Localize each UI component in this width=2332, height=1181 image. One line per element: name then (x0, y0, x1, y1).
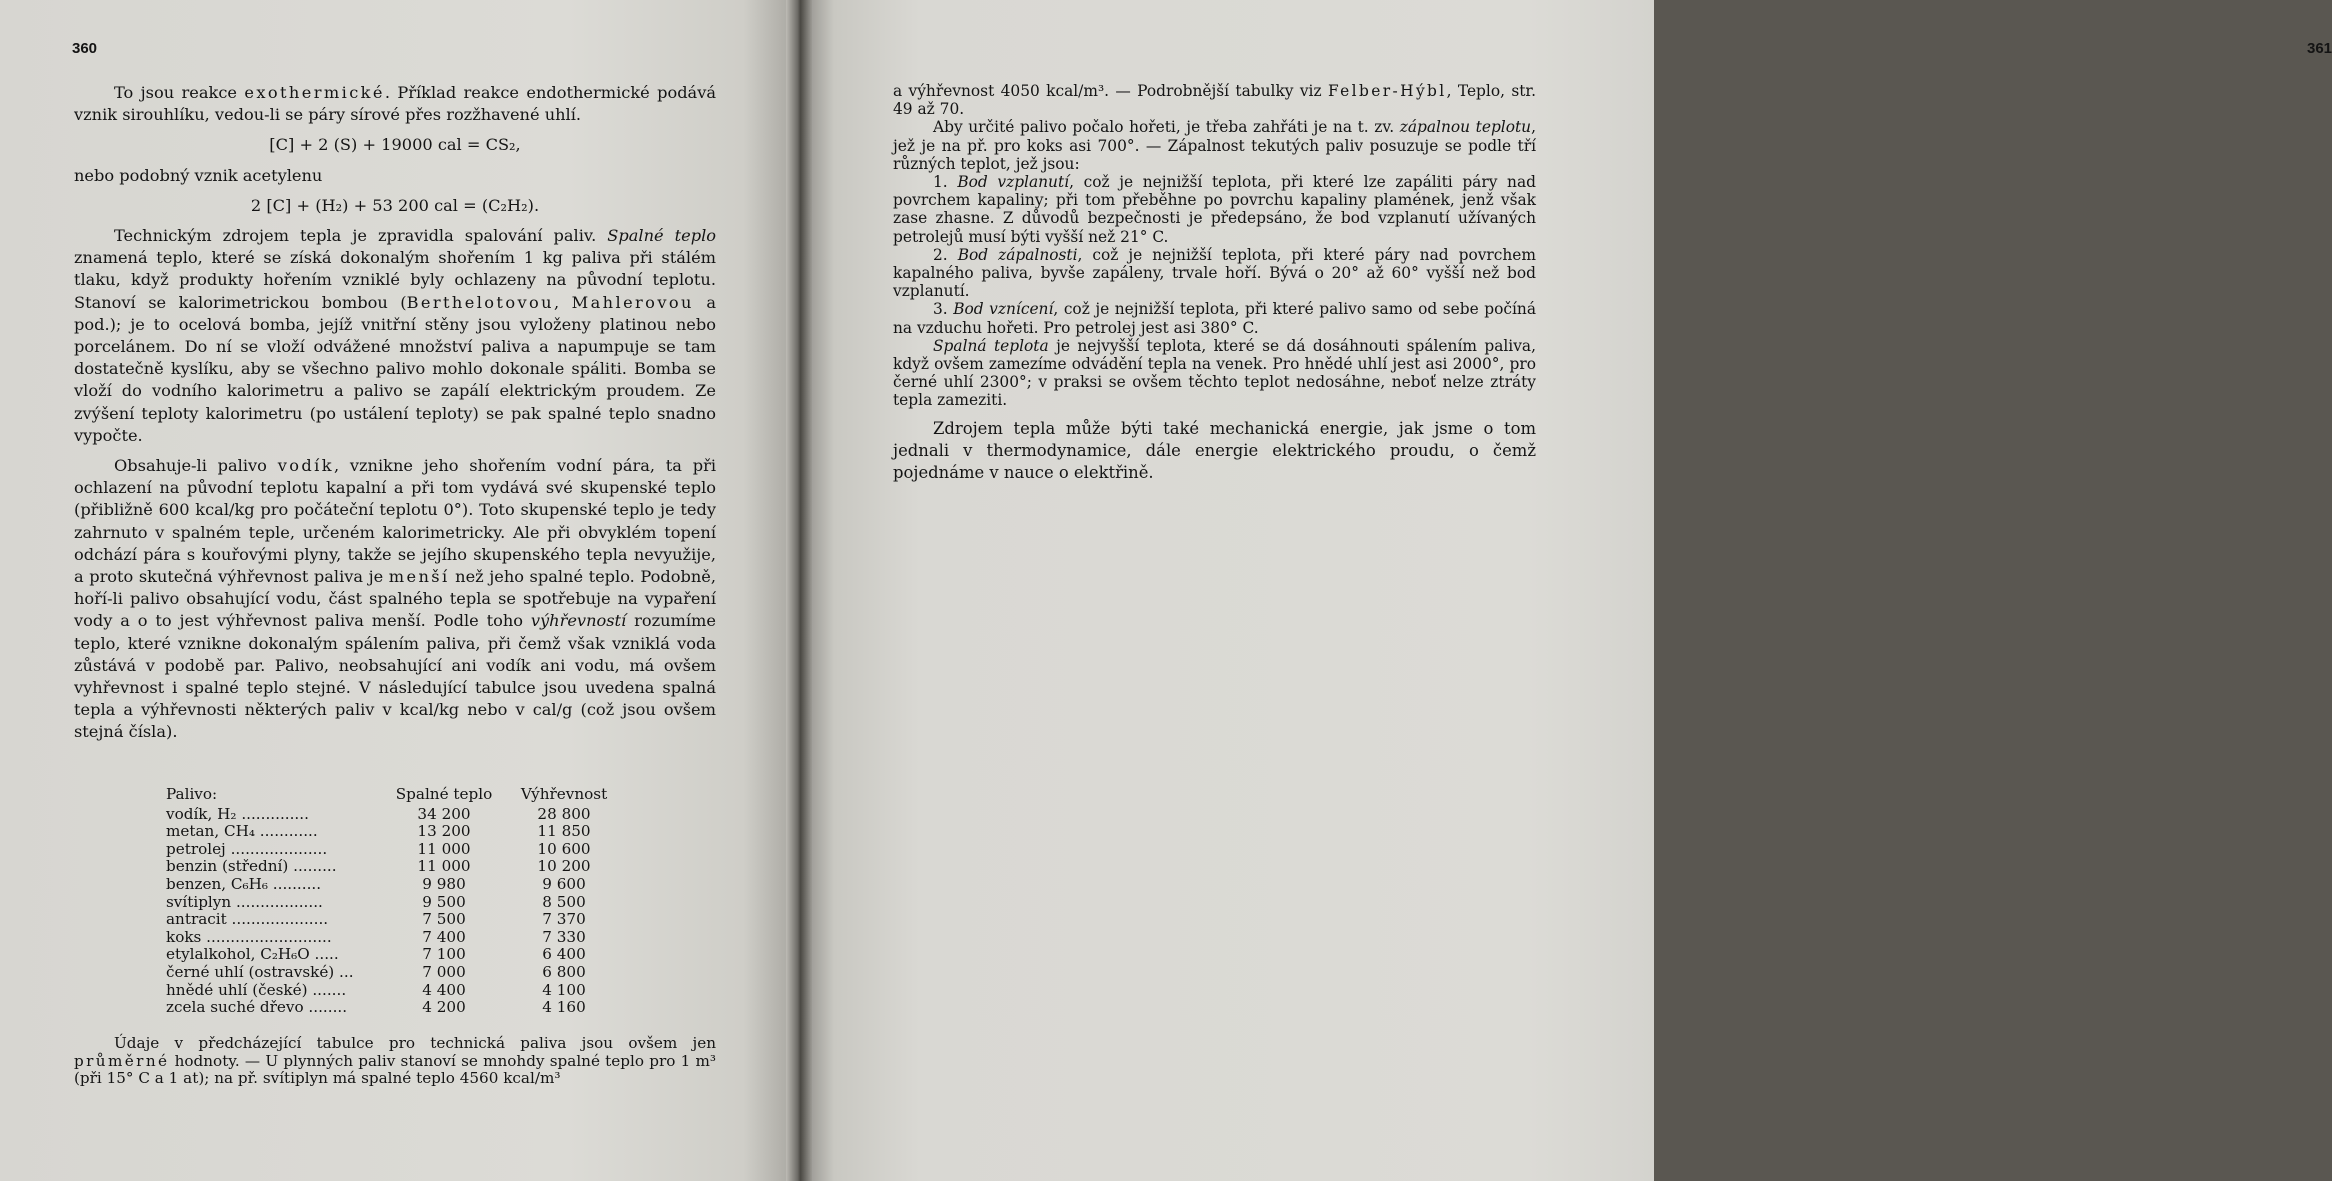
fuel-table-body (166, 806, 656, 1017)
fuel-name-cell: benzin (střední) ......... (166, 857, 337, 876)
fuel-name-cell: hnědé uhlí (české) ....... (166, 980, 347, 999)
combustion-heat-cell: 7 500 (422, 910, 466, 929)
text-run: Bod zápalnosti (957, 245, 1078, 264)
paragraph-fire-point (893, 246, 1536, 301)
text-run: znamená teplo, které se získá dokonalým shořením 1 kg paliva při stálém tlaku, když produkty hořením vzniklé byly ochlazeny na původní teplotu. Stanoví se kalorimetrickou bombou ( (74, 248, 716, 312)
text-run: 2. (933, 245, 958, 264)
text-run: , (554, 292, 572, 312)
text-run: Údaje v předcházející tabulce pro technická paliva jsou ovšem jen (114, 1034, 716, 1052)
fuel-name-cell: etylalkohol, C₂H₆O ..... (166, 945, 339, 964)
text-run: je nejvyšší teplota, které se dá dosáhnouti spálením paliva, když ovšem zamezíme odvádění tepla na venek. Pro hnědé uhlí jest asi 2000°, pro černé uhlí 2300°; v praksi se ovšem těchto teplot nedosáhne, neboť nelze ztráty tepla zameziti. (893, 336, 1536, 410)
text-run: , jež je na př. pro koks asi 700°. — Zápalnost tekutých paliv posuzuje se podle tří různých teplot, jež jsou: (893, 118, 1537, 173)
fuel-name-cell: antracit .................... (166, 910, 329, 929)
combustion-heat-cell: 9 980 (422, 874, 466, 893)
text-run: exothermické (244, 83, 385, 102)
text-run: , což je nejnižší teplota, při které lze zapáliti páry nad povrchem kapaliny; při tom přeběhne po povrchu kapaliny plamének, jenž však zase zhasne. Z důvodů bezpečnosti je předepsáno, že bod vzplanutí užívaných petrolejů musí býti vyšší než 21° C. (893, 173, 1536, 246)
paragraph-combustion-heat (74, 225, 716, 447)
text-run: zápalnou teplotu (1399, 118, 1532, 137)
combustion-heat-cell: 7 000 (422, 962, 466, 981)
fuel-name-cell: benzen, C₆H₆ .......... (166, 874, 322, 893)
calorific-value-cell: 11 850 (537, 822, 591, 841)
fuel-table-header (166, 786, 656, 804)
combustion-heat-cell: 7 400 (422, 927, 466, 946)
calorific-value-cell: 8 500 (542, 892, 586, 911)
text-run: výhřevností (530, 611, 627, 631)
text-run: , vznikne jeho shořením vodní pára, ta při ochlazení na původní teplotu kapalní a při tom vydává své skupenské teplo (přibližně 600 kcal/kg pro počáteční teplotu 0°). Toto skupenské teplo je tedy zahrnuto v spalném teple, určeném kalorimetricky. Ale při obvyklém topení odchází pára s kouřovými plyny, takže se jejího skupenského tepla nevyužije, a proto skutečná výhřevnost paliva je (74, 456, 716, 587)
text-run: Berthelotovou (406, 292, 554, 312)
combustion-heat-cell: 13 200 (417, 822, 471, 841)
text-run: Mahlerovou (571, 292, 694, 312)
combustion-heat-cell: 34 200 (417, 804, 471, 823)
table-row (166, 946, 656, 964)
text-run: a pod.); je to ocelová bomba, jejíž vnitřní stěny jsou vyloženy platinou nebo porcelánem. Do ní se vloží odvážené množství paliva a napumpuje se tam dostatečně kyslíku, aby se všechno palivo mohlo dokonale spáliti. Bomba se vloží do vodního kalorimetru a palivo se zapálí elektrickým proudem. Ze zvýšení teploty kalorimetru (po ustálení teploty) se pak spalné teplo snadno vypočte. (74, 292, 716, 445)
left-text-column (74, 82, 716, 744)
calorific-value-cell: 4 100 (542, 980, 586, 999)
right-text-column (893, 82, 1536, 484)
equation-acetylene: 2 [C] + (H₂) + 53 200 cal = (C₂H₂). (250, 195, 540, 215)
fuel-name-cell: metan, CH₄ ............ (166, 822, 318, 841)
table-row (166, 911, 656, 929)
fuel-name-cell: svítiplyn .................. (166, 892, 323, 911)
combustion-heat-cell: 4 400 (422, 980, 466, 999)
combustion-heat-cell: 11 000 (417, 857, 471, 876)
text-run: než jeho spalné teplo. Podobně, hoří-li palivo obsahující vodu, část spalného tepla se spotřebuje na vypaření vody a o to jest výhřevnost paliva menší. Podle toho (74, 567, 716, 631)
table-row (166, 876, 656, 894)
table-row (166, 858, 656, 876)
table-row (166, 894, 656, 912)
text-run: hodnoty. — U plynných paliv stanoví se mnohdy spalné teplo pro 1 m³ (při 15° C a 1 at); na př. svítiplyn má spalné teplo 4560 kcal/m³ (74, 1051, 716, 1088)
left-page (0, 0, 808, 1181)
calorific-value-cell: 7 370 (542, 910, 586, 929)
text-run: To jsou reakce (114, 83, 245, 102)
text-run: , což je nejnižší teplota, při které páry nad povrchem kapalného paliva, byvše zapáleny, trvale hoří. Bývá o 20° až 60° vyšší než bod vzplanutí. (893, 245, 1536, 301)
text-run: , což je nejnižší teplota, při které palivo samo od sebe počíná na vzduchu hořeti. Pro petrolej jest asi 380° C. (893, 300, 1536, 337)
header-combustion-heat: Spalné teplo (395, 785, 493, 803)
table-row (166, 823, 656, 841)
text-run: a výhřevnost 4050 kcal/m³. — Podrobnější tabulky viz (893, 82, 1328, 100)
page-number-right: 361 (2307, 40, 2332, 57)
text-run: Bod vznícení (953, 300, 1054, 319)
table-row (166, 929, 656, 947)
text-run: 3. (933, 300, 954, 319)
header-calorific-value: Výhřevnost (520, 785, 608, 803)
paragraph-exothermic (74, 82, 716, 126)
header-fuel: Palivo: (166, 785, 218, 803)
calorific-value-cell: 9 600 (542, 874, 586, 893)
fuel-name-cell: černé uhlí (ostravské) ... (166, 962, 354, 981)
calorific-value-cell: 10 600 (537, 839, 591, 858)
equation-carbon-disulfide: [C] + 2 (S) + 19000 cal = CS₂, (269, 135, 521, 155)
text-run: Spalná teplota (933, 336, 1049, 355)
text-run: , Teplo, str. 49 až 70. (893, 82, 1536, 119)
text-run: menší (388, 567, 450, 587)
text-run: rozumíme teplo, které vznikne dokonalým spálením paliva, při čemž však vzniklá voda zůstává v podobě par. Palivo, neobsahující ani vodík ani vodu, má ovšem vyhřevnost i spalné teplo stejné. V následující tabulce jsou uvedena spalná tepla a výhřevnosti některých paliv v kcal/kg nebo v cal/g (což jsou ovšem stejná čísla). (74, 611, 716, 742)
paragraph-flash-point (893, 173, 1536, 246)
calorific-value-cell: 10 200 (537, 857, 591, 876)
combustion-heat-cell: 9 500 (422, 892, 466, 911)
text-run: Felber-Hýbl (1327, 82, 1447, 100)
text-run: Aby určité palivo počalo hořeti, je třeba zahřáti je na t. zv. (933, 118, 1400, 137)
calorific-value-cell: 4 160 (542, 998, 586, 1017)
text-run: Obsahuje-li palivo (114, 456, 278, 476)
text-run: Technickým zdrojem tepla je zpravidla spalování paliv. (114, 226, 608, 246)
combustion-heat-cell: 7 100 (422, 945, 466, 964)
paragraph-combustion-temperature (893, 337, 1536, 410)
calorific-value-cell: 7 330 (542, 927, 586, 946)
combustion-heat-cell: 4 200 (422, 998, 466, 1017)
text-run: Spalné teplo (607, 226, 716, 246)
fuel-name-cell: zcela suché dřevo ........ (166, 998, 348, 1017)
fuel-name-cell: koks .......................... (166, 927, 332, 946)
calorific-value-cell: 6 800 (542, 962, 586, 981)
text-run: 1. (933, 173, 958, 192)
combustion-heat-cell: 11 000 (417, 839, 471, 858)
book-gutter (786, 0, 812, 1181)
left-page-footer-text (74, 1035, 716, 1088)
fuel-table (166, 786, 656, 1017)
text-run: . Příklad reakce endothermické podává vznik sirouhlíku, vedou-li se páry sírové přes rozžhavené uhlí. (74, 83, 716, 125)
paragraph-ignition-temperature (893, 118, 1536, 173)
paragraph-average-values (74, 1035, 716, 1088)
fuel-name-cell: petrolej .................... (166, 839, 328, 858)
paragraph-calorific-gas (893, 82, 1536, 118)
calorific-value-cell: 28 800 (537, 804, 591, 823)
text-run: Bod vzplanutí (957, 173, 1070, 192)
paragraph-hydrogen-content (74, 455, 716, 744)
paragraph-heat-sources: Zdrojem tepla může býti také mechanická energie, jak jsme o tom jednali v thermodynamice, dále energie elektrického proudu, o čemž pojednáme v nauce o elektřině. (893, 418, 1536, 482)
table-row (166, 841, 656, 859)
table-row (166, 982, 656, 1000)
calorific-value-cell: 6 400 (542, 945, 586, 964)
table-row (166, 806, 656, 824)
table-row (166, 964, 656, 982)
fuel-name-cell: vodík, H₂ .............. (166, 804, 309, 823)
paragraph-acetylene: nebo podobný vznik acetylenu (74, 165, 323, 185)
text-run: průměrné (74, 1051, 170, 1070)
table-row (166, 999, 656, 1017)
text-run: vodík (277, 456, 334, 476)
page-number-left: 360 (72, 40, 98, 57)
paragraph-autoignition-point (893, 300, 1536, 336)
